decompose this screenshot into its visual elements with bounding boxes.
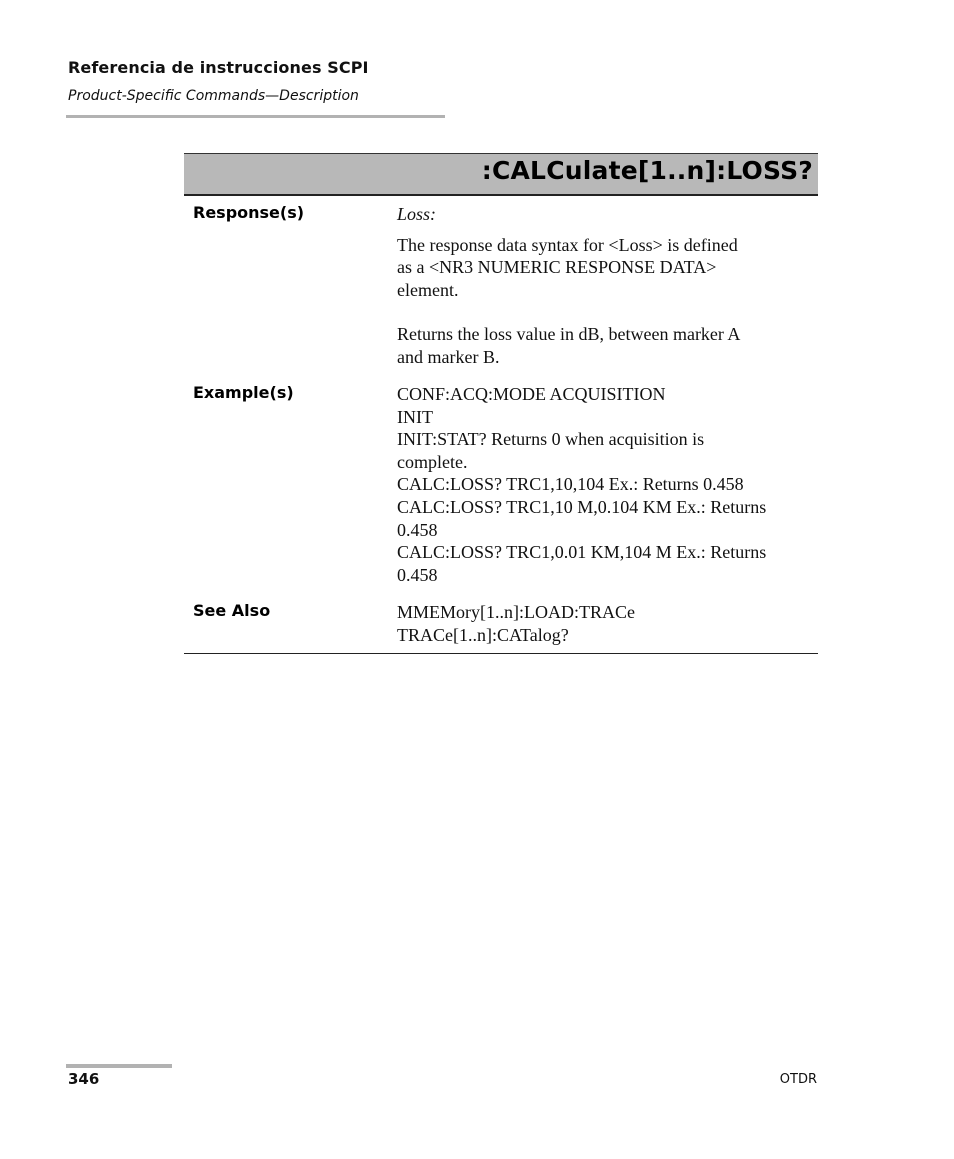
example-line: INIT	[397, 406, 433, 427]
example-line: 0.458	[397, 519, 438, 540]
page-number: 346	[68, 1070, 100, 1088]
response-text-line: Returns the loss value in dB, between marker A	[397, 324, 741, 345]
table-bottom-divider	[184, 653, 818, 654]
section-title: Referencia de instrucciones SCPI	[68, 58, 369, 77]
example-line: CALC:LOSS? TRC1,10 M,0.104 KM Ex.: Returns	[397, 496, 767, 517]
see-also-label: See Also	[193, 601, 271, 620]
examples-body	[397, 383, 812, 586]
response-type: Loss:	[397, 204, 437, 224]
command-name: :CALCulate[1..n]:LOSS?	[481, 156, 813, 185]
example-line: CALC:LOSS? TRC1,0.01 KM,104 M Ex.: Returns	[397, 542, 767, 563]
examples-label: Example(s)	[193, 383, 294, 402]
header-divider	[66, 115, 445, 118]
section-subtitle: Product-Specific Commands—Description	[68, 88, 359, 104]
command-banner	[184, 153, 818, 196]
see-also-link[interactable]: TRACe[1..n]:CATalog?	[397, 624, 569, 645]
footer-divider	[66, 1064, 172, 1068]
see-also-body	[397, 601, 812, 646]
example-line: complete.	[397, 451, 468, 472]
example-line: CALC:LOSS? TRC1,10,104 Ex.: Returns 0.458	[397, 474, 744, 495]
response-body	[397, 203, 812, 369]
response-text-line: and marker B.	[397, 346, 500, 367]
command-reference-table	[184, 153, 818, 645]
example-line: 0.458	[397, 564, 438, 585]
response-text-line: The response data syntax for <Loss> is defined	[397, 234, 738, 255]
example-line: INIT:STAT? Returns 0 when acquisition is	[397, 429, 705, 450]
product-name: OTDR	[779, 1072, 817, 1087]
example-line: CONF:ACQ:MODE ACQUISITION	[397, 384, 666, 404]
see-also-link[interactable]: MMEMory[1..n]:LOAD:TRACe	[397, 602, 635, 622]
response-text-line: as a <NR3 NUMERIC RESPONSE DATA>	[397, 257, 717, 278]
response-label: Response(s)	[193, 203, 305, 222]
response-text-line: element.	[397, 279, 459, 300]
